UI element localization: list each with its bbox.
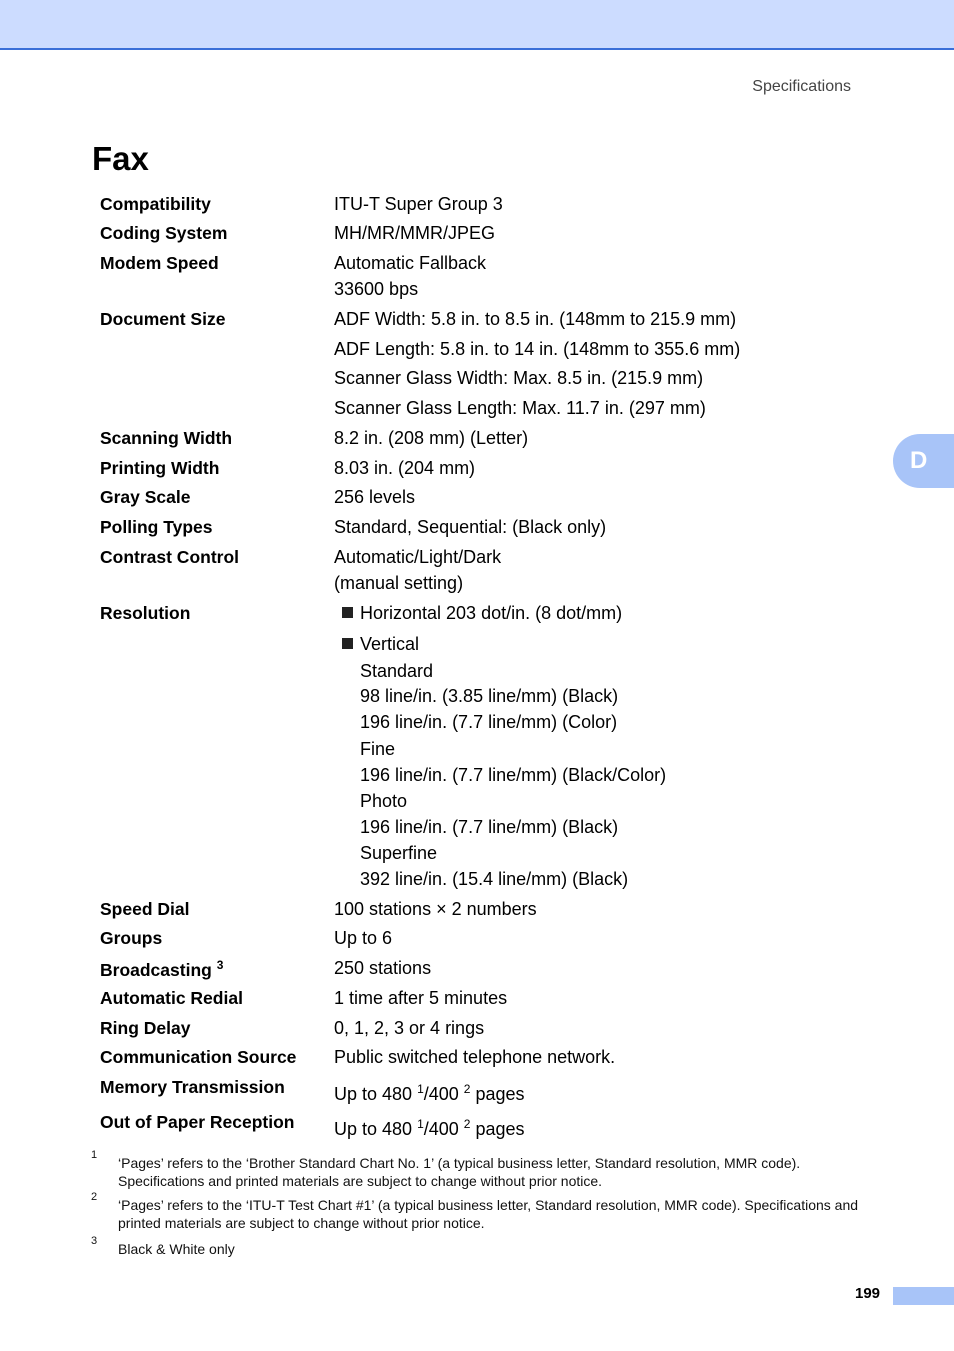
- bullet-item: [334, 634, 419, 655]
- bullet-text: Horizontal 203 dot/in. (8 dot/mm): [360, 603, 623, 623]
- sub-line: Photo: [360, 791, 408, 811]
- footnote-ref[interactable]: 2: [463, 1117, 471, 1131]
- spec-label: Printing Width: [100, 458, 220, 478]
- page-number-bar: [893, 1287, 954, 1305]
- value-line: ADF Length: 5.8 in. to 14 in. (148mm to 355.6 mm): [334, 339, 741, 359]
- value-text: Up to 480: [334, 1084, 418, 1104]
- spec-label: Memory Transmission: [100, 1077, 285, 1097]
- sub-line: 98 line/in. (3.85 line/mm) (Black): [360, 686, 619, 706]
- sub-line: Standard: [360, 661, 434, 681]
- spec-label: Ring Delay: [100, 1018, 191, 1038]
- spec-label: Compatibility: [100, 194, 211, 214]
- sub-line: 196 line/in. (7.7 line/mm) (Black): [360, 817, 619, 837]
- value-text: pages: [470, 1084, 525, 1104]
- value-line: (manual setting): [334, 573, 464, 593]
- spec-label: Document Size: [100, 309, 226, 329]
- square-bullet-icon: [342, 607, 353, 618]
- spec-label: Gray Scale: [100, 487, 191, 507]
- footnote-mark: 3: [91, 1235, 98, 1247]
- value-text: /400: [423, 1084, 464, 1104]
- spec-label: [100, 958, 223, 981]
- sub-line: Fine: [360, 739, 396, 759]
- spec-value: ITU-T Super Group 3: [334, 194, 503, 214]
- spec-value: Up to 6: [334, 928, 393, 948]
- label-text: Broadcasting: [100, 959, 212, 980]
- footnote-text: ‘Pages’ refers to the ‘Brother Standard Chart No. 1’ (a typical business letter, Standard resolution, MMR code). Specifications and printed materials are subject to change without prior notice.: [118, 1155, 801, 1189]
- chapter-tab[interactable]: D: [893, 434, 954, 488]
- value-text: /400: [423, 1119, 464, 1139]
- spec-label: Polling Types: [100, 517, 213, 537]
- spec-label: Speed Dial: [100, 899, 190, 919]
- spec-value: Standard, Sequential: (Black only): [334, 517, 607, 537]
- footnote-text: Black & White only: [118, 1241, 235, 1257]
- spec-value: 8.03 in. (204 mm): [334, 458, 476, 478]
- spec-label: Coding System: [100, 223, 228, 243]
- sub-line: 196 line/in. (7.7 line/mm) (Black/Color): [360, 765, 667, 785]
- page-title: Fax: [92, 140, 149, 177]
- footnote-text: ‘Pages’ refers to the ‘ITU-T Test Chart #1’ (a typical business letter, Standard resolution, MMR code). Specifications and printed materials are subject to change without prior notice.: [118, 1197, 859, 1231]
- spec-value: [334, 1117, 525, 1140]
- footnote-ref[interactable]: 1: [417, 1117, 424, 1131]
- spec-label: Resolution: [100, 603, 191, 623]
- spec-label: Communication Source: [100, 1047, 297, 1067]
- value-line: ADF Width: 5.8 in. to 8.5 in. (148mm to 215.9 mm): [334, 309, 737, 329]
- spec-value: [334, 1082, 525, 1105]
- spec-value: MH/MR/MMR/JPEG: [334, 223, 495, 243]
- top-banner: [0, 0, 954, 50]
- value-line: 33600 bps: [334, 279, 419, 299]
- square-bullet-icon: [342, 638, 353, 649]
- bullet-text: Vertical: [360, 634, 420, 654]
- sub-line: 392 line/in. (15.4 line/mm) (Black): [360, 869, 629, 889]
- spec-label: Automatic Redial: [100, 988, 243, 1008]
- footnote-mark: 1: [91, 1149, 98, 1161]
- value-text: pages: [470, 1119, 525, 1139]
- sub-line: 196 line/in. (7.7 line/mm) (Color): [360, 712, 618, 732]
- footnote-ref[interactable]: 3: [216, 958, 224, 972]
- value-line: Automatic Fallback: [334, 253, 487, 273]
- footnote-ref[interactable]: 2: [463, 1082, 471, 1096]
- spec-value: 250 stations: [334, 958, 432, 978]
- value-line: Automatic/Light/Dark: [334, 547, 502, 567]
- spec-value: 1 time after 5 minutes: [334, 988, 508, 1008]
- page-number: 199: [855, 1285, 881, 1302]
- value-line: Scanner Glass Length: Max. 11.7 in. (297 mm): [334, 398, 706, 418]
- section-header: Specifications: [752, 78, 851, 95]
- sub-line: Superfine: [360, 843, 438, 863]
- value-line: Scanner Glass Width: Max. 8.5 in. (215.9 mm): [334, 368, 704, 388]
- spec-value: Public switched telephone network.: [334, 1047, 616, 1067]
- spec-label: Modem Speed: [100, 253, 219, 273]
- spec-value: 100 stations × 2 numbers: [334, 899, 537, 919]
- spec-value: 8.2 in. (208 mm) (Letter): [334, 428, 529, 448]
- value-text: Up to 480: [334, 1119, 418, 1139]
- spec-label: Scanning Width: [100, 428, 233, 448]
- spec-label: Out of Paper Reception: [100, 1112, 295, 1132]
- spec-label: Contrast Control: [100, 547, 240, 567]
- spec-value: 256 levels: [334, 487, 416, 507]
- footnote-mark: 2: [91, 1191, 98, 1203]
- spec-label: Groups: [100, 928, 163, 948]
- bullet-item: [334, 603, 622, 624]
- footnote-ref[interactable]: 1: [417, 1082, 424, 1096]
- spec-value: 0, 1, 2, 3 or 4 rings: [334, 1018, 485, 1038]
